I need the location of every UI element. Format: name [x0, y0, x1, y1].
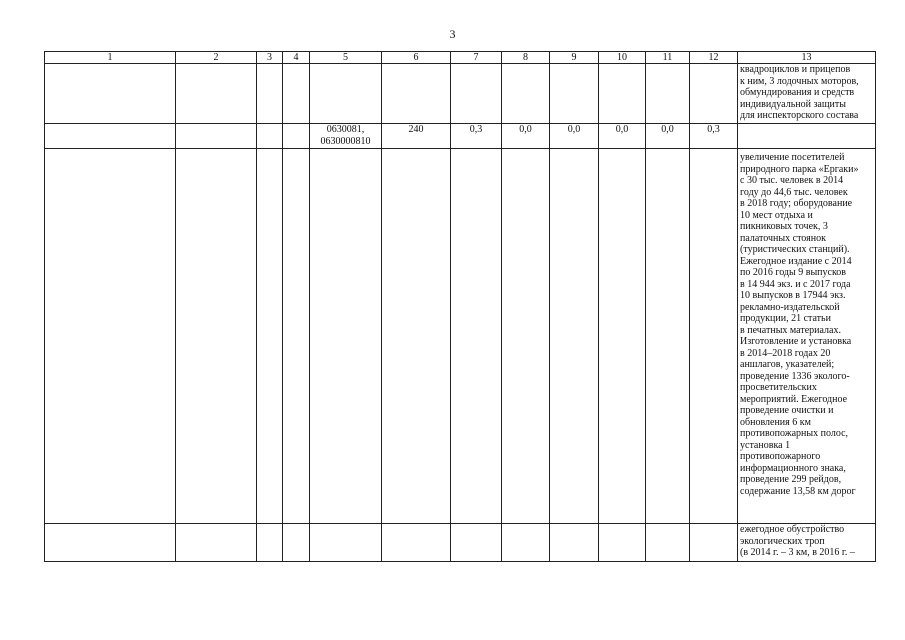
column-header: 1 — [45, 52, 176, 64]
value-cell: 0,0 — [599, 124, 646, 149]
table-cell — [283, 149, 310, 524]
table-cell — [550, 524, 599, 562]
table-cell — [690, 64, 738, 124]
expense-type-cell: 240 — [382, 124, 451, 149]
column-header: 7 — [451, 52, 502, 64]
value-cell: 0,0 — [550, 124, 599, 149]
table-cell — [382, 64, 451, 124]
value-cell: 0,3 — [451, 124, 502, 149]
table-cell — [310, 149, 382, 524]
table-cell — [176, 524, 257, 562]
column-header: 12 — [690, 52, 738, 64]
column-header: 6 — [382, 52, 451, 64]
table-cell — [257, 64, 283, 124]
column-header: 11 — [646, 52, 690, 64]
table-cell — [176, 149, 257, 524]
table-cell — [550, 149, 599, 524]
description-cell: квадроциклов и прицепов к ним, 3 лодочных моторов, обмундирования и средств индивидуальной защиты для инспекторского состава — [738, 64, 876, 124]
table-cell — [599, 149, 646, 524]
table-cell — [502, 64, 550, 124]
table-cell — [382, 149, 451, 524]
value-cell: 0,0 — [646, 124, 690, 149]
data-table — [44, 51, 876, 562]
table-cell — [310, 524, 382, 562]
column-header: 8 — [502, 52, 550, 64]
table-cell — [451, 149, 502, 524]
table-cell — [502, 524, 550, 562]
table-cell — [646, 524, 690, 562]
page-number: 3 — [449, 27, 456, 41]
table-cell — [283, 124, 310, 149]
column-header: 9 — [550, 52, 599, 64]
table-cell — [690, 524, 738, 562]
table-cell — [45, 524, 176, 562]
description-cell — [738, 124, 876, 149]
table-cell — [283, 524, 310, 562]
table-cell — [646, 149, 690, 524]
table-cell — [599, 64, 646, 124]
table-cell — [45, 149, 176, 524]
table-cell — [451, 64, 502, 124]
table-cell — [550, 64, 599, 124]
table-cell — [176, 124, 257, 149]
table-cell — [176, 64, 257, 124]
table-cell — [690, 149, 738, 524]
table-cell — [599, 524, 646, 562]
table-cell — [257, 149, 283, 524]
table-cell — [283, 64, 310, 124]
table-cell — [382, 524, 451, 562]
column-header: 2 — [176, 52, 257, 64]
table-row — [45, 64, 876, 124]
column-header: 13 — [738, 52, 876, 64]
table-cell — [310, 64, 382, 124]
value-cell: 0,0 — [502, 124, 550, 149]
total-cell: 0,3 — [690, 124, 738, 149]
column-header: 3 — [257, 52, 283, 64]
table-cell — [45, 64, 176, 124]
column-header: 5 — [310, 52, 382, 64]
column-header: 4 — [283, 52, 310, 64]
table-row — [45, 149, 876, 524]
table-cell — [257, 124, 283, 149]
budget-code-cell: 0630081, 0630000810 — [310, 124, 382, 149]
table-row — [45, 124, 876, 149]
description-cell: увеличение посетителей природного парка «Ергаки» с 30 тыс. человек в 2014 году до 44,6 тыс. человек в 2018 году; оборудование 10 мест отдыха и пикниковых точек, 3 палаточных стоянок (туристических станций). Ежегодное издание с 2014 по 2016 годы 9 выпусков в 14 944 экз. и с 2017 года 10 выпусков в 17944 экз. рекламно-издательской продукции, 21 статьи в печатных материалах. Изготовление и установка в 2014–2018 годах 20 аншлагов, указателей; проведение 1336 эколого- просветительских мероприятий. Ежегодное проведение очистки и обновления 6 км противопожарных полос, установка 1 противопожарного информационного знака, проведение 299 рейдов, содержание 13,58 км дорог — [738, 149, 876, 524]
column-header: 10 — [599, 52, 646, 64]
table-cell — [502, 149, 550, 524]
column-number-row — [45, 52, 876, 64]
description-cell: ежегодное обустройство экологических троп (в 2014 г. – 3 км, в 2016 г. – — [738, 524, 876, 562]
table-cell — [257, 524, 283, 562]
table-cell — [646, 64, 690, 124]
table-row — [45, 524, 876, 562]
table-cell — [45, 124, 176, 149]
table-cell — [451, 524, 502, 562]
